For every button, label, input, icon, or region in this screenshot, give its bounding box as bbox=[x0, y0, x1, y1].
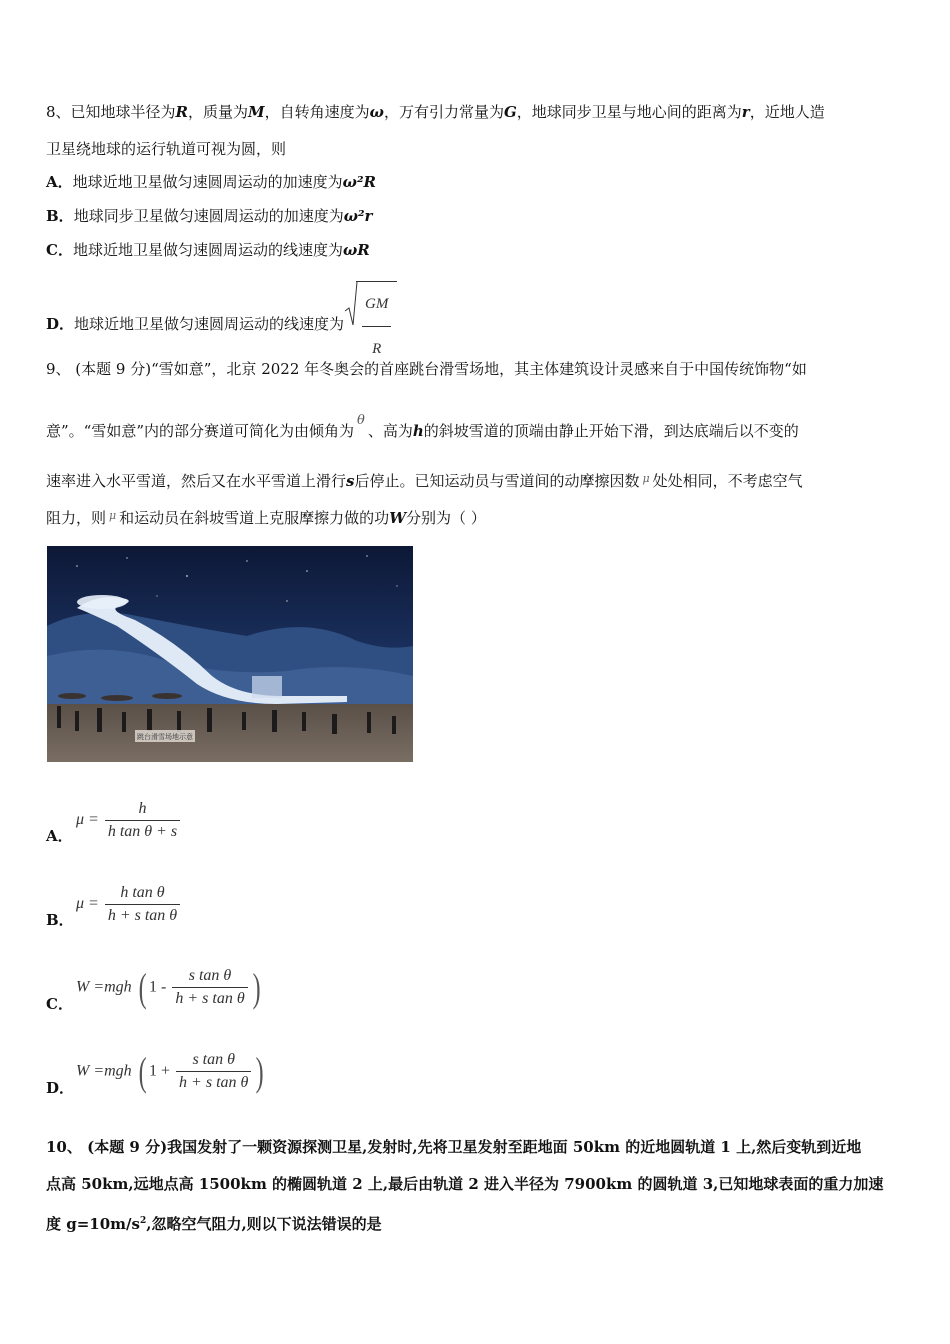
q8-stem-line1: 8、已知地球半径为R，质量为M，自转角速度为ω，万有引力常量为G，地球同步卫星与地心间的距离为r，近地人造 bbox=[46, 103, 825, 121]
q8-option-d[interactable]: D．地球近地卫星做匀速圆周运动的线速度为 $\frac{GM}{R}$ bbox=[46, 281, 397, 369]
q9-option-a-formula: μ = $\frac{h}{\text{h tan θ + s}}$ bbox=[76, 800, 182, 841]
q9-option-b-formula: μ = $\frac{\text{h tan θ}}{\text{h + s tan θ}}$ bbox=[76, 884, 182, 925]
q10-stem-line2: 点高 50km,远地点高 1500km 的椭圆轨道 2 上,最后由轨道 2 进入半径为 7900km 的圆轨道 3,已知地球表面的重力加速 bbox=[46, 1175, 884, 1193]
q10-stem-line3: 度 $g=10m/s^2$,忽略空气阻力,则以下说法错误的是 bbox=[46, 1215, 382, 1233]
sqrt-expression: $\frac{GM}{R}$ bbox=[344, 281, 397, 369]
q10-stem-line1: 10、 (本题 9 分)我国发射了一颗资源探测卫星,发射时,先将卫星发射至距地面 50km 的近地圆轨道 1 上,然后变轨到近地 bbox=[46, 1138, 862, 1156]
q8-stem-line2: 卫星绕地球的运行轨道可视为圆，则 bbox=[46, 140, 287, 158]
q9-option-c-label[interactable]: C． bbox=[46, 995, 73, 1013]
q8-option-c[interactable]: C．地球近地卫星做匀速圆周运动的线速度为ωR bbox=[46, 241, 370, 259]
q8-option-a[interactable]: A．地球近地卫星做匀速圆周运动的加速度为ω²R bbox=[46, 173, 376, 191]
q9-stem-line3: 速率进入水平雪道，然后又在水平雪道上滑行s后停止。已知运动员与雪道间的动摩擦因数 $^\mu$ 处处相同，不考虑空气 bbox=[46, 472, 803, 490]
q9-option-c-formula: W =mgh ( 1 - $\frac{\text{s tan θ}}{\text{h + s tan θ}}$ ) bbox=[76, 964, 261, 1010]
q9-option-a-label[interactable]: A． bbox=[46, 827, 73, 845]
q9-stem-line2: 意”。“雪如意”内的部分赛道可简化为由倾角为θ、高为h的斜坡雪道的顶端由静止开始下滑，到达底端后以不变的 bbox=[46, 413, 799, 440]
q8-option-b[interactable]: B．地球同步卫星做匀速圆周运动的加速度为ω²r bbox=[46, 207, 373, 225]
q9-option-d-formula: W =mgh ( 1 + $\frac{\text{s tan θ}}{\text{h + s tan θ}}$ ) bbox=[76, 1048, 265, 1094]
ski-jump-photo bbox=[47, 546, 413, 762]
photo-caption: 跳台滑雪场地示意 bbox=[137, 733, 193, 741]
q9-option-d-label[interactable]: D． bbox=[46, 1079, 75, 1097]
q9-option-b-label[interactable]: B． bbox=[46, 911, 74, 929]
q9-stem-line4: 阻力，则 $^\mu$ 和运动员在斜坡雪道上克服摩擦力做的功W分别为（ ） bbox=[46, 509, 486, 527]
q9-stem-line1: 9、 (本题 9 分)“雪如意”，北京 2022 年冬奥会的首座跳台滑雪场地，其主体建筑设计灵感来自于中国传统饰物“如 bbox=[46, 360, 807, 378]
